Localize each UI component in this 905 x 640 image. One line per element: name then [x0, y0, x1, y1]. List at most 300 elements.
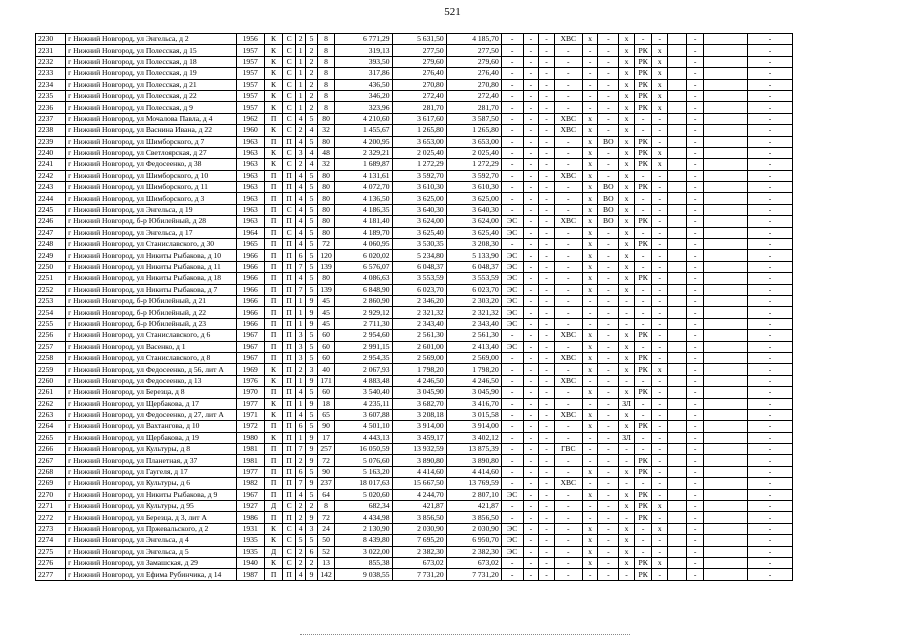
table-cell: 3 459,17: [392, 432, 446, 443]
table-cell: -: [539, 113, 555, 124]
row-number-cell: 2240: [36, 147, 66, 158]
table-cell: -: [554, 136, 582, 147]
table-cell: ЭС: [501, 546, 523, 557]
table-cell: -: [523, 387, 539, 398]
table-cell: -: [652, 455, 668, 466]
table-cell: 5: [306, 409, 317, 420]
table-cell: -: [686, 273, 704, 284]
table-cell: 2 343,40: [392, 318, 446, 329]
table-cell: -: [748, 444, 793, 455]
table-cell: П: [283, 421, 295, 432]
table-cell: -: [554, 341, 582, 352]
table-cell: -: [634, 34, 652, 45]
table-cell: [704, 204, 748, 215]
table-cell: -: [686, 489, 704, 500]
table-cell: 1966: [236, 307, 264, 318]
table-cell: 1971: [236, 409, 264, 420]
table-cell: 3 617,60: [392, 113, 446, 124]
table-cell: 9: [306, 295, 317, 306]
table-cell: -: [554, 204, 582, 215]
table-cell: 1966: [236, 273, 264, 284]
table-cell: -: [748, 193, 793, 204]
table-cell: 48: [317, 147, 335, 158]
table-cell: -: [598, 409, 619, 420]
table-cell: х: [619, 159, 635, 170]
table-cell: [668, 136, 687, 147]
table-cell: -: [539, 466, 555, 477]
table-cell: -: [554, 295, 582, 306]
table-cell: 2 130,90: [335, 523, 392, 534]
table-row: [36, 239, 793, 250]
table-cell: -: [539, 364, 555, 375]
table-cell: 5: [306, 34, 317, 45]
table-cell: С: [283, 45, 295, 56]
table-cell: ЭС: [501, 295, 523, 306]
table-cell: 6 848,90: [335, 284, 392, 295]
table-cell: П: [283, 364, 295, 375]
table-cell: 3 208,30: [446, 239, 501, 250]
table-cell: -: [523, 227, 539, 238]
table-cell: -: [634, 295, 652, 306]
table-row: [36, 79, 793, 90]
table-cell: ЭС: [501, 318, 523, 329]
table-cell: 4: [295, 170, 305, 181]
row-number-cell: 2238: [36, 125, 66, 136]
table-cell: 4 501,10: [335, 421, 392, 432]
table-row: [36, 364, 793, 375]
table-cell: -: [554, 398, 582, 409]
table-cell: -: [652, 375, 668, 386]
table-cell: х: [619, 34, 635, 45]
table-cell: 2 343,40: [446, 318, 501, 329]
table-cell: [704, 489, 748, 500]
table-cell: 1935: [236, 535, 264, 546]
table-cell: [704, 125, 748, 136]
table-cell: ВО: [598, 204, 619, 215]
table-cell: -: [539, 170, 555, 181]
table-cell: х: [582, 34, 598, 45]
table-cell: [704, 444, 748, 455]
table-cell: 8: [317, 79, 335, 90]
table-cell: 13 932,59: [392, 444, 446, 455]
table-cell: -: [686, 352, 704, 363]
table-cell: П: [264, 216, 283, 227]
table-cell: -: [686, 295, 704, 306]
address-cell: г Нижний Новгород, ул Планетная, д 37: [66, 455, 237, 466]
table-cell: -: [523, 352, 539, 363]
table-cell: 3 553,59: [446, 273, 501, 284]
table-cell: 277,50: [392, 45, 446, 56]
table-cell: 3 682,70: [392, 398, 446, 409]
table-cell: -: [748, 159, 793, 170]
row-number-cell: 2251: [36, 273, 66, 284]
table-cell: К: [264, 557, 283, 568]
table-cell: 2 346,20: [392, 295, 446, 306]
table-cell: х: [619, 147, 635, 158]
row-number-cell: 2243: [36, 182, 66, 193]
table-cell: -: [523, 501, 539, 512]
table-cell: 1981: [236, 444, 264, 455]
table-cell: [668, 113, 687, 124]
table-cell: -: [598, 113, 619, 124]
row-number-cell: 2237: [36, 113, 66, 124]
table-cell: -: [748, 284, 793, 295]
table-cell: 4 181,40: [335, 216, 392, 227]
table-cell: -: [598, 501, 619, 512]
table-cell: -: [652, 193, 668, 204]
table-cell: 237: [317, 478, 335, 489]
table-cell: -: [598, 375, 619, 386]
table-cell: -: [523, 432, 539, 443]
table-cell: -: [652, 478, 668, 489]
table-cell: -: [523, 34, 539, 45]
row-number-cell: 2270: [36, 489, 66, 500]
table-cell: П: [283, 136, 295, 147]
table-cell: -: [501, 364, 523, 375]
table-cell: ЭС: [501, 227, 523, 238]
address-cell: г Нижний Новгород, ул Светлоярская, д 27: [66, 147, 237, 158]
table-cell: [668, 409, 687, 420]
table-row: [36, 216, 793, 227]
table-cell: 1972: [236, 421, 264, 432]
table-cell: -: [501, 455, 523, 466]
table-cell: х: [619, 341, 635, 352]
table-cell: 13 769,59: [446, 478, 501, 489]
table-cell: -: [523, 330, 539, 341]
table-cell: 1963: [236, 147, 264, 158]
table-cell: -: [686, 102, 704, 113]
table-cell: П: [264, 318, 283, 329]
address-cell: г Нижний Новгород, ул Васенко, д 1: [66, 341, 237, 352]
table-cell: 13 875,39: [446, 444, 501, 455]
table-cell: 4: [295, 489, 305, 500]
table-cell: 142: [317, 569, 335, 580]
table-cell: -: [748, 409, 793, 420]
table-cell: -: [501, 352, 523, 363]
table-cell: -: [539, 409, 555, 420]
table-cell: -: [554, 250, 582, 261]
table-cell: 1957: [236, 90, 264, 101]
table-row: [36, 68, 793, 79]
table-cell: -: [523, 421, 539, 432]
table-cell: 171: [317, 375, 335, 386]
table-cell: -: [554, 193, 582, 204]
table-cell: -: [748, 535, 793, 546]
table-row: [36, 535, 793, 546]
table-cell: РК: [634, 182, 652, 193]
table-cell: х: [619, 501, 635, 512]
table-cell: С: [283, 523, 295, 534]
table-cell: 2 954,60: [335, 330, 392, 341]
table-cell: х: [619, 170, 635, 181]
table-row: [36, 113, 793, 124]
table-cell: -: [523, 295, 539, 306]
table-cell: С: [283, 546, 295, 557]
table-cell: -: [748, 273, 793, 284]
table-cell: 272,40: [392, 90, 446, 101]
table-cell: [704, 364, 748, 375]
table-cell: [668, 466, 687, 477]
table-cell: -: [686, 557, 704, 568]
table-cell: -: [686, 159, 704, 170]
table-cell: 2 991,15: [335, 341, 392, 352]
table-cell: 1966: [236, 261, 264, 272]
table-cell: -: [634, 261, 652, 272]
table-cell: [704, 501, 748, 512]
table-cell: С: [283, 227, 295, 238]
table-cell: 3 022,00: [335, 546, 392, 557]
table-row: [36, 307, 793, 318]
table-cell: П: [264, 273, 283, 284]
table-cell: 2 067,93: [335, 364, 392, 375]
table-cell: 1977: [236, 466, 264, 477]
table-cell: -: [582, 307, 598, 318]
table-cell: 4: [295, 193, 305, 204]
table-cell: [668, 352, 687, 363]
table-row: [36, 90, 793, 101]
table-cell: -: [598, 387, 619, 398]
table-cell: -: [748, 204, 793, 215]
table-row: [36, 295, 793, 306]
table-cell: -: [748, 182, 793, 193]
table-cell: [704, 79, 748, 90]
table-cell: -: [748, 364, 793, 375]
table-cell: -: [598, 444, 619, 455]
table-cell: -: [523, 204, 539, 215]
table-cell: -: [686, 398, 704, 409]
table-cell: -: [539, 341, 555, 352]
table-cell: [704, 330, 748, 341]
table-cell: [668, 261, 687, 272]
table-cell: х: [619, 535, 635, 546]
table-cell: [668, 56, 687, 67]
table-cell: -: [686, 535, 704, 546]
table-cell: С: [283, 34, 295, 45]
table-cell: 5: [306, 227, 317, 238]
table-cell: 5: [306, 489, 317, 500]
table-cell: [668, 90, 687, 101]
table-cell: 5 234,80: [392, 250, 446, 261]
table-cell: -: [598, 364, 619, 375]
table-cell: -: [582, 102, 598, 113]
table-cell: 682,34: [335, 501, 392, 512]
table-cell: -: [523, 546, 539, 557]
table-cell: К: [264, 523, 283, 534]
table-cell: [668, 170, 687, 181]
table-cell: -: [748, 45, 793, 56]
table-cell: -: [686, 182, 704, 193]
row-number-cell: 2250: [36, 261, 66, 272]
table-cell: 3 592,70: [446, 170, 501, 181]
table-cell: -: [523, 250, 539, 261]
table-cell: 15 667,50: [392, 478, 446, 489]
table-cell: 5: [306, 204, 317, 215]
table-cell: -: [619, 455, 635, 466]
table-cell: 1969: [236, 364, 264, 375]
table-cell: 2: [306, 90, 317, 101]
table-cell: [668, 489, 687, 500]
table-cell: х: [619, 79, 635, 90]
table-cell: -: [748, 79, 793, 90]
table-cell: [668, 364, 687, 375]
table-cell: П: [264, 170, 283, 181]
table-cell: -: [582, 512, 598, 523]
table-cell: 6 048,37: [392, 261, 446, 272]
table-cell: [704, 421, 748, 432]
table-cell: К: [264, 125, 283, 136]
table-cell: х: [582, 147, 598, 158]
table-cell: -: [748, 466, 793, 477]
table-cell: -: [539, 204, 555, 215]
table-cell: 1967: [236, 341, 264, 352]
table-cell: 3 592,70: [392, 170, 446, 181]
table-cell: К: [264, 79, 283, 90]
table-cell: -: [501, 159, 523, 170]
table-cell: х: [619, 125, 635, 136]
table-cell: -: [686, 90, 704, 101]
table-cell: -: [539, 455, 555, 466]
table-cell: П: [264, 489, 283, 500]
table-cell: 4 414,60: [392, 466, 446, 477]
table-cell: П: [283, 489, 295, 500]
table-cell: 9: [306, 398, 317, 409]
table-cell: -: [582, 79, 598, 90]
table-cell: х: [619, 68, 635, 79]
address-cell: г Нижний Новгород, б-р Юбилейный, д 28: [66, 216, 237, 227]
table-cell: 2: [295, 501, 305, 512]
address-cell: г Нижний Новгород, ул Станиславского, д 6: [66, 330, 237, 341]
row-number-cell: 2253: [36, 295, 66, 306]
table-cell: 1: [295, 79, 305, 90]
table-cell: 1966: [236, 318, 264, 329]
table-cell: -: [523, 136, 539, 147]
table-row: [36, 398, 793, 409]
table-cell: 2 025,40: [446, 147, 501, 158]
table-cell: -: [748, 307, 793, 318]
table-cell: 8: [317, 56, 335, 67]
table-cell: х: [652, 147, 668, 158]
table-cell: 1: [295, 307, 305, 318]
table-cell: х: [619, 227, 635, 238]
table-row: [36, 284, 793, 295]
table-cell: П: [283, 387, 295, 398]
table-cell: -: [634, 341, 652, 352]
table-cell: -: [748, 569, 793, 580]
table-cell: -: [686, 170, 704, 181]
table-cell: -: [501, 193, 523, 204]
table-cell: -: [523, 455, 539, 466]
table-cell: -: [652, 421, 668, 432]
table-cell: 5: [306, 170, 317, 181]
table-row: [36, 341, 793, 352]
table-cell: -: [598, 102, 619, 113]
table-cell: 2 321,32: [446, 307, 501, 318]
table-cell: П: [283, 193, 295, 204]
table-cell: -: [598, 227, 619, 238]
table-cell: К: [264, 364, 283, 375]
address-cell: г Нижний Новгород, ул Щербакова, д 19: [66, 432, 237, 443]
table-cell: -: [598, 79, 619, 90]
table-cell: 2: [306, 79, 317, 90]
table-cell: х: [619, 489, 635, 500]
table-cell: 3 856,50: [392, 512, 446, 523]
table-row: [36, 421, 793, 432]
table-cell: -: [501, 125, 523, 136]
table-cell: 272,40: [446, 90, 501, 101]
table-cell: -: [501, 478, 523, 489]
table-cell: -: [686, 204, 704, 215]
table-cell: х: [619, 136, 635, 147]
table-cell: 5: [306, 136, 317, 147]
table-cell: С: [283, 79, 295, 90]
table-cell: 60: [317, 352, 335, 363]
table-cell: -: [582, 375, 598, 386]
row-number-cell: 2256: [36, 330, 66, 341]
table-cell: -: [554, 318, 582, 329]
table-cell: -: [686, 512, 704, 523]
table-row: [36, 45, 793, 56]
table-cell: -: [619, 375, 635, 386]
address-cell: г Нижний Новгород, ул Культуры, д 6: [66, 478, 237, 489]
address-cell: г Нижний Новгород, ул Федосеенко, д 27, лит А: [66, 409, 237, 420]
table-cell: -: [554, 68, 582, 79]
table-cell: 346,20: [335, 90, 392, 101]
table-cell: 40: [317, 364, 335, 375]
table-cell: РК: [634, 147, 652, 158]
table-cell: 80: [317, 170, 335, 181]
table-cell: х: [619, 45, 635, 56]
table-cell: 4: [295, 239, 305, 250]
table-cell: -: [686, 341, 704, 352]
table-cell: -: [554, 307, 582, 318]
table-cell: -: [686, 307, 704, 318]
address-cell: г Нижний Новгород, ул Федосеенко, д 13: [66, 375, 237, 386]
table-cell: [704, 307, 748, 318]
table-cell: 4: [295, 216, 305, 227]
table-cell: 80: [317, 204, 335, 215]
table-cell: -: [598, 546, 619, 557]
table-cell: -: [523, 113, 539, 124]
table-cell: РК: [634, 455, 652, 466]
address-cell: г Нижний Новгород, ул Энгельса, д 17: [66, 227, 237, 238]
table-cell: х: [582, 182, 598, 193]
row-number-cell: 2232: [36, 56, 66, 67]
table-cell: 4 210,60: [335, 113, 392, 124]
table-cell: 1957: [236, 79, 264, 90]
table-cell: 1 272,29: [446, 159, 501, 170]
table-cell: -: [501, 136, 523, 147]
table-cell: П: [283, 307, 295, 318]
table-cell: -: [554, 284, 582, 295]
table-cell: 6 023,70: [392, 284, 446, 295]
table-cell: -: [748, 352, 793, 363]
table-cell: -: [748, 295, 793, 306]
table-cell: П: [283, 375, 295, 386]
table-cell: -: [554, 523, 582, 534]
table-row: [36, 34, 793, 45]
table-cell: -: [598, 250, 619, 261]
table-cell: К: [264, 535, 283, 546]
table-cell: 1963: [236, 170, 264, 181]
table-cell: -: [652, 295, 668, 306]
table-cell: [668, 444, 687, 455]
table-cell: 6 950,70: [446, 535, 501, 546]
table-cell: 4 443,13: [335, 432, 392, 443]
table-cell: -: [523, 375, 539, 386]
table-cell: -: [501, 569, 523, 580]
table-cell: [668, 102, 687, 113]
table-cell: П: [283, 284, 295, 295]
